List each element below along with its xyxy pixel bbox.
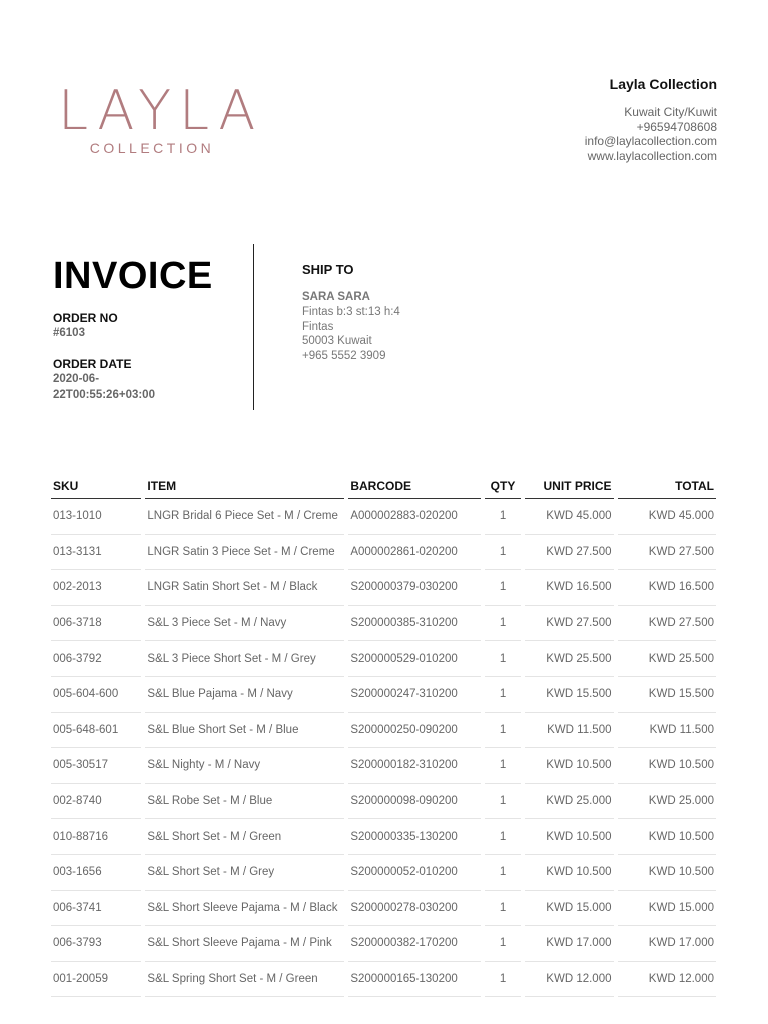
cell-total: KWD 10.500 [618,855,717,891]
cell-sku: 002-2013 [51,570,141,606]
cell-item: LNGR Satin Short Set - M / Black [145,570,344,606]
logo-wordmark: LAYLA [58,79,264,142]
invoice-details [53,256,243,403]
cell-item: S&L 3 Piece Set - M / Navy [145,606,344,642]
logo-subtitle: COLLECTION [89,140,215,156]
order-date-value-line2: 22T00:55:26+03:00 [53,389,155,401]
ship-to-address3: 50003 Kuwait [302,335,372,347]
cell-item: S&L Blue Short Set - M / Blue [145,713,344,749]
cell-item: S&L Spring Short Set - M / Green [145,962,344,998]
cell-unit-price: KWD 25.000 [525,784,613,820]
cell-unit-price: KWD 11.500 [525,713,613,749]
cell-qty: 1 [485,641,521,677]
cell-sku: 006-3792 [51,641,141,677]
order-no-value: #6103 [53,327,85,339]
table-header-row [51,474,716,499]
cell-item: S&L Blue Pajama - M / Navy [145,677,344,713]
cell-unit-price: KWD 10.500 [525,819,613,855]
cell-unit-price: KWD 27.500 [525,606,613,642]
cell-qty: 1 [485,677,521,713]
cell-qty: 1 [485,819,521,855]
cell-qty: 1 [485,891,521,927]
cell-qty: 1 [485,713,521,749]
cell-item: S&L 3 Piece Short Set - M / Grey [145,641,344,677]
cell-barcode: S200000335-130200 [348,819,481,855]
cell-total: KWD 12.000 [618,962,717,998]
ship-to-title: SHIP TO [302,262,354,277]
header-unit-price: UNIT PRICE [525,474,613,499]
cell-qty: 1 [485,748,521,784]
cell-barcode: S200000165-130200 [348,962,481,998]
company-name: Layla Collection [609,76,717,92]
cell-unit-price: KWD 15.500 [525,677,613,713]
vertical-divider [253,244,254,410]
table-row [51,891,716,927]
cell-total: KWD 11.500 [618,713,717,749]
company-info [585,76,717,163]
cell-total: KWD 10.500 [618,748,717,784]
cell-item: S&L Short Set - M / Green [145,819,344,855]
invoice-title: INVOICE [53,255,213,297]
cell-qty: 1 [485,962,521,998]
order-date-label: ORDER DATE [53,357,132,371]
cell-barcode: S200000182-310200 [348,748,481,784]
cell-barcode: S200000052-010200 [348,855,481,891]
ship-to-address2: Fintas [302,320,334,333]
company-website: www.laylacollection.com [587,148,717,163]
ship-to-block [302,262,400,363]
cell-total: KWD 27.500 [618,535,717,571]
cell-total: KWD 15.000 [618,891,717,927]
cell-total: KWD 45.000 [618,499,717,535]
cell-sku: 005-648-601 [51,713,141,749]
header-qty: QTY [485,474,521,499]
cell-item: LNGR Bridal 6 Piece Set - M / Creme [145,499,344,535]
cell-sku: 006-3793 [51,926,141,962]
cell-item: S&L Nighty - M / Navy [145,748,344,784]
cell-total: KWD 25.000 [618,784,717,820]
cell-total: KWD 25.500 [618,641,717,677]
header-total: TOTAL [618,474,717,499]
ship-to-name: SARA SARA [302,291,370,303]
cell-total: KWD 16.500 [618,570,717,606]
table-row [51,748,716,784]
cell-item: S&L Robe Set - M / Blue [145,784,344,820]
ship-to-address1: Fintas b:3 st:13 h:4 [302,306,400,318]
cell-unit-price: KWD 27.500 [525,535,613,571]
order-date-value-line1: 2020-06- [53,373,100,385]
cell-qty: 1 [485,570,521,606]
cell-barcode: S200000247-310200 [348,677,481,713]
cell-total: KWD 15.500 [618,677,717,713]
table-row [51,570,716,606]
table-row [51,606,716,642]
cell-barcode: S200000529-010200 [348,641,481,677]
cell-unit-price: KWD 25.500 [525,641,613,677]
cell-sku: 001-20059 [51,962,141,998]
header-item: ITEM [145,474,344,499]
line-items-table [47,474,720,997]
cell-sku: 002-8740 [51,784,141,820]
cell-sku: 006-3741 [51,891,141,927]
table-row [51,962,716,998]
cell-sku: 005-604-600 [51,677,141,713]
cell-item: LNGR Satin 3 Piece Set - M / Creme [145,535,344,571]
cell-unit-price: KWD 10.500 [525,855,613,891]
cell-sku: 005-30517 [51,748,141,784]
cell-total: KWD 10.500 [618,819,717,855]
cell-unit-price: KWD 16.500 [525,570,613,606]
cell-qty: 1 [485,606,521,642]
header-barcode: BARCODE [348,474,481,499]
table-row [51,926,716,962]
cell-sku: 013-1010 [51,499,141,535]
table-row [51,499,716,535]
brand-logo [58,79,264,156]
cell-qty: 1 [485,499,521,535]
cell-qty: 1 [485,535,521,571]
table-row [51,641,716,677]
cell-total: KWD 17.000 [618,926,717,962]
cell-barcode: S200000379-030200 [348,570,481,606]
table-row [51,819,716,855]
cell-barcode: S200000385-310200 [348,606,481,642]
company-city: Kuwait City/Kuwit [624,105,717,119]
table-row [51,784,716,820]
cell-barcode: S200000098-090200 [348,784,481,820]
order-no-label: ORDER NO [53,311,118,325]
cell-unit-price: KWD 17.000 [525,926,613,962]
company-phone: +96594708608 [636,119,717,134]
table-row [51,855,716,891]
table-row [51,713,716,749]
cell-qty: 1 [485,926,521,962]
cell-sku: 006-3718 [51,606,141,642]
cell-unit-price: KWD 12.000 [525,962,613,998]
cell-sku: 013-3131 [51,535,141,571]
cell-sku: 003-1656 [51,855,141,891]
cell-unit-price: KWD 10.500 [525,748,613,784]
table-row [51,677,716,713]
cell-barcode: S200000278-030200 [348,891,481,927]
table-row [51,535,716,571]
cell-barcode: A000002883-020200 [348,499,481,535]
cell-item: S&L Short Set - M / Grey [145,855,344,891]
company-email: info@laylacollection.com [584,134,717,148]
cell-qty: 1 [485,855,521,891]
cell-unit-price: KWD 15.000 [525,891,613,927]
cell-qty: 1 [485,784,521,820]
header-sku: SKU [51,474,141,499]
cell-sku: 010-88716 [51,819,141,855]
cell-total: KWD 27.500 [618,606,717,642]
cell-barcode: A000002861-020200 [348,535,481,571]
cell-item: S&L Short Sleeve Pajama - M / Pink [145,926,344,962]
cell-item: S&L Short Sleeve Pajama - M / Black [145,891,344,927]
ship-to-phone: +965 5552 3909 [302,349,386,362]
cell-barcode: S200000250-090200 [348,713,481,749]
cell-barcode: S200000382-170200 [348,926,481,962]
cell-unit-price: KWD 45.000 [525,499,613,535]
